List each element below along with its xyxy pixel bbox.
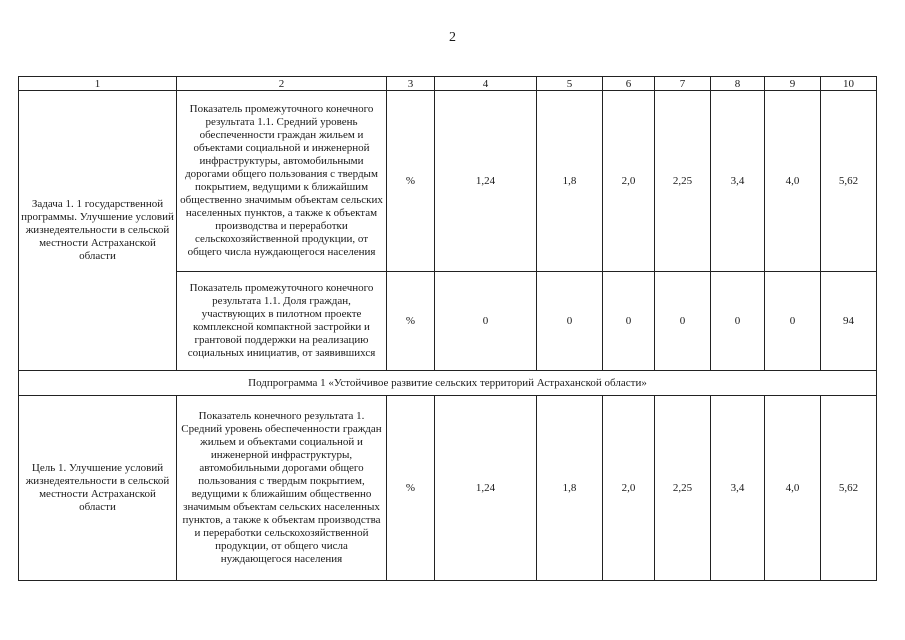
value-cell: 5,62 xyxy=(821,396,877,581)
goal-label: Цель 1. Улучшение условий жизнедеятельности в сельской местности Астраханской области xyxy=(19,396,177,581)
value-cell: 1,8 xyxy=(537,396,603,581)
indicators-table xyxy=(18,76,877,581)
column-header: 9 xyxy=(765,77,821,91)
task-label: Задача 1. 1 государственной программы. Улучшение условий жизнедеятельности в сельской местности Астраханской области xyxy=(19,91,177,371)
column-header: 3 xyxy=(387,77,435,91)
value-cell: 1,8 xyxy=(537,91,603,272)
value-cell: 0 xyxy=(435,272,537,371)
value-cell: 0 xyxy=(711,272,765,371)
column-header: 7 xyxy=(655,77,711,91)
value-cell: 5,62 xyxy=(821,91,877,272)
table-row xyxy=(19,91,877,272)
value-cell: 2,25 xyxy=(655,91,711,272)
value-cell: 1,24 xyxy=(435,396,537,581)
column-header: 10 xyxy=(821,77,877,91)
column-header: 8 xyxy=(711,77,765,91)
value-cell: 0 xyxy=(765,272,821,371)
value-cell: 0 xyxy=(537,272,603,371)
unit-cell: % xyxy=(387,396,435,581)
value-cell: 0 xyxy=(655,272,711,371)
indicator-text: Показатель конечного результата 1. Средний уровень обеспеченности граждан жильем и объектами социальной и инженерной инфраструктуры, автомобильными дорогами общего пользования с твердым покрытием, ведущими к ближайшим общественно значимым объектам сельских населенных пунктов, а также к объектам производства и переработки сельскохозяйственной продукции, от общего числа нуждающегося населения xyxy=(177,396,387,581)
subprogram-row xyxy=(19,371,877,396)
column-header: 6 xyxy=(603,77,655,91)
column-header: 2 xyxy=(177,77,387,91)
indicator-text: Показатель промежуточного конечного результата 1.1. Доля граждан, участвующих в пилотном проекте комплексной компактной застройки и грантовой поддержки на реализацию социальных инициатив, от заявившихся xyxy=(177,272,387,371)
column-header: 4 xyxy=(435,77,537,91)
page-number: 2 xyxy=(449,30,456,45)
value-cell: 3,4 xyxy=(711,91,765,272)
value-cell: 1,24 xyxy=(435,91,537,272)
column-header: 1 xyxy=(19,77,177,91)
value-cell: 4,0 xyxy=(765,91,821,272)
value-cell: 4,0 xyxy=(765,396,821,581)
value-cell: 2,25 xyxy=(655,396,711,581)
value-cell: 3,4 xyxy=(711,396,765,581)
value-cell: 2,0 xyxy=(603,396,655,581)
value-cell: 94 xyxy=(821,272,877,371)
table-header-row xyxy=(19,77,877,91)
subprogram-title: Подпрограмма 1 «Устойчивое развитие сельских территорий Астраханской области» xyxy=(19,371,877,396)
column-header: 5 xyxy=(537,77,603,91)
value-cell: 2,0 xyxy=(603,91,655,272)
value-cell: 0 xyxy=(603,272,655,371)
indicator-text: Показатель промежуточного конечного результата 1.1. Средний уровень обеспеченности граждан жильем и объектами социальной и инженерной инфраструктуры, автомобильными дорогами общего пользования с твердым покрытием, ведущими к ближайшим общественно значимым объектам сельских населенных пунктов, а также к объектам производства и переработки сельскохозяйственной продукции, от общего числа нуждающегося населения xyxy=(177,91,387,272)
unit-cell: % xyxy=(387,91,435,272)
table-row xyxy=(19,396,877,581)
unit-cell: % xyxy=(387,272,435,371)
